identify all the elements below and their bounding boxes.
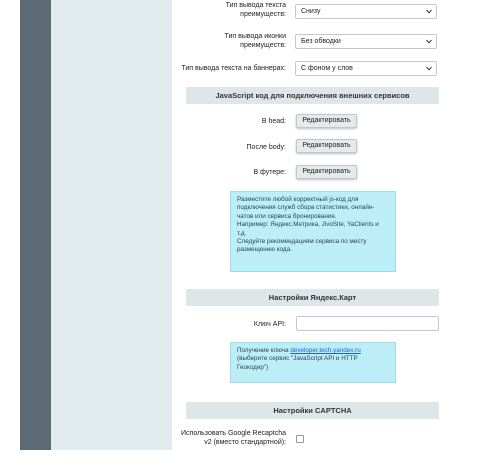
js-footer-label: В футере: [253,169,286,176]
info-line: (выберите сервис "JavaScript API и HTTP [237,355,358,363]
yandex-info-box [230,342,396,383]
chevron-down-icon [426,66,432,71]
recaptcha-checkbox[interactable] [296,435,304,443]
recaptcha-label-line: v2 (вместо стандартной): [204,439,286,446]
info-line: размещению кода. [237,246,292,254]
banner-text-type-value: С фоном у слов [301,65,353,72]
advantage-text-position-select[interactable] [295,4,437,19]
yandex-maps-section-header: Настройки Яндекс.Карт [186,289,439,306]
js-after-body-label: После body: [246,144,286,151]
js-info-box [230,191,396,272]
advantage-icon-position-select[interactable] [295,34,437,49]
banner-text-type-select[interactable] [295,61,437,76]
info-line: подключения служб сбора статистики, онлайн- [237,204,375,212]
info-line: Следуйте рекомендациям сервиса по месту [237,238,367,246]
api-key-input[interactable] [296,316,439,331]
developer-link[interactable]: developer.tech.yandex.ru [290,347,361,354]
captcha-section-header: Настройки CAPTCHA [186,402,439,419]
js-head-label: В head: [261,118,286,125]
js-section-header: JavaScript код для подключения внешних сервисов [186,87,439,104]
recaptcha-label-line: Использовать Google Recaptcha [181,430,286,437]
info-line: Геокодер") [237,363,269,371]
chevron-down-icon [426,39,432,44]
info-line: т.д. [237,229,247,237]
info-line: Разместите любой корректный js-код для [237,196,359,203]
admin-sidebar [20,0,51,450]
edit-head-button[interactable]: Редактировать [296,114,357,128]
advantage-icon-position-value: Без обводки [301,38,341,45]
api-key-label: Ключ API: [253,321,286,328]
edit-footer-button[interactable]: Редактировать [296,165,357,179]
info-line: Например: Яндекс.Метрика, JivoSite, YaClients и [237,221,379,229]
edit-after-body-button[interactable]: Редактировать [296,139,357,153]
advantage-text-position-label: Тип вывода текста преимуществ: [225,2,286,18]
info-prefix: Получение ключа [237,347,291,354]
info-line: чатов или сервиса бронирования. [237,212,337,220]
advantage-text-position-value: Снизу [301,8,321,15]
advantage-icon-position-label: Тип вывода иконки преимуществ: [224,33,286,49]
recaptcha-label [180,429,286,447]
banner-text-type-label: Тип вывода текста на баннерах: [181,65,286,72]
chevron-down-icon [426,9,432,14]
